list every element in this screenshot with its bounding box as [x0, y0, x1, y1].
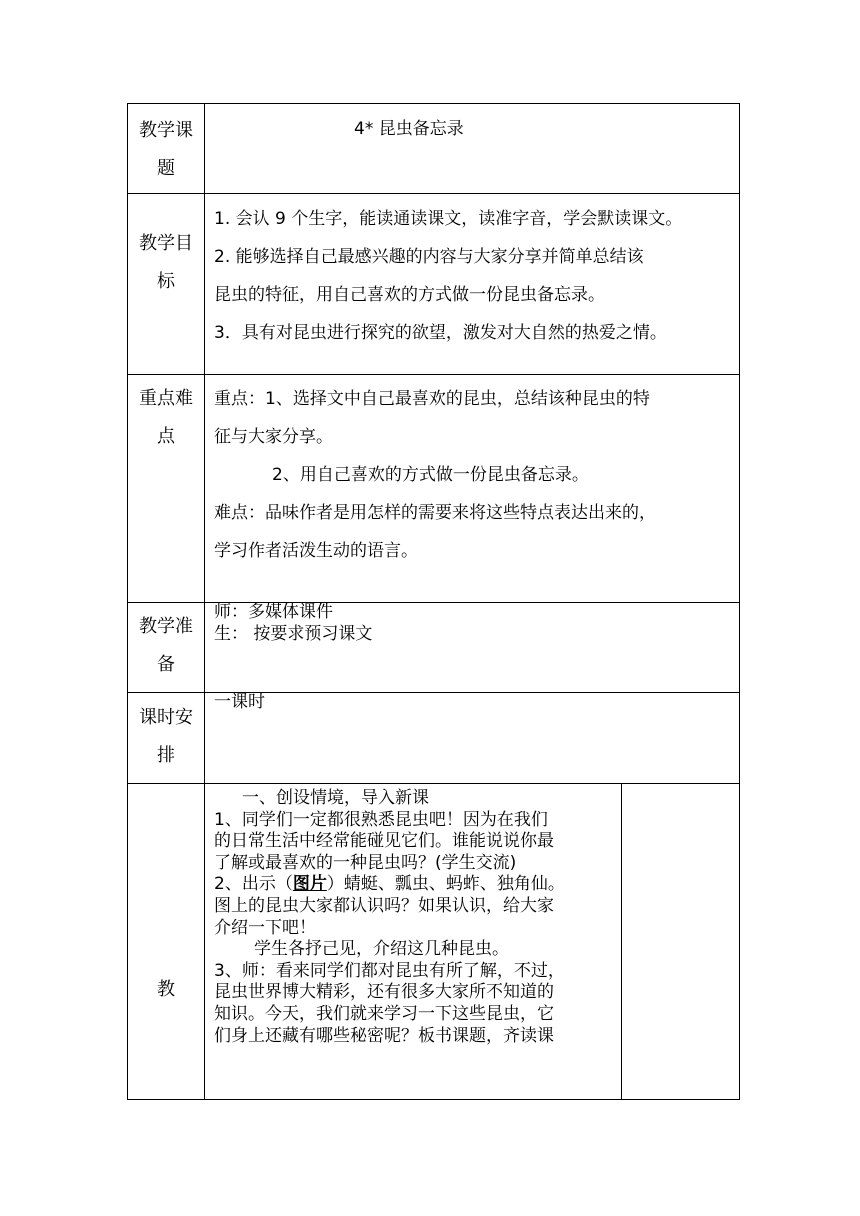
schedule-text: 一课时 [214, 692, 265, 712]
row-label-teaching-goals: 教学目 标 [139, 233, 193, 292]
row-divider-2 [127, 374, 740, 375]
preparation-text: 师：多媒体课件 生： 按要求预习课文 [214, 602, 373, 644]
row-label-lesson-topic: 教学课 题 [139, 120, 193, 179]
picture-link[interactable]: 图片 [292, 874, 327, 895]
process-text: 一、创设情境，导入新课 1、同学们一定都很熟悉昆虫吧！因为在我们 的日常生活中经常能碰见它们。谁能说说你最 了解或最喜欢的一种昆虫吗？(学生交流) 2、出示（图片）蜻蜓、瓢虫、蚂蚱、独角仙。 图上的昆虫大家都认识吗？如果认识，给大家 介绍一下吧！ 学生各抒己见，介绍这几种昆虫。 3、师：看来同学们都对昆虫有所了解，不过， 昆虫世界博大精彩，还有很多大家所不知道的 知识。今天，我们就来学习一下这些昆虫，它 们身上还藏有哪些秘密呢？板书课题，齐读课 [214, 788, 565, 1046]
row-divider-5 [127, 783, 740, 784]
row-label-schedule: 课时安 排 [139, 707, 193, 766]
notes-column-divider [621, 783, 622, 1099]
teaching-goals-text: 1. 会认 9 个生字，能读通读课文，读准字音，学会默读课文。 2. 能够选择自己最感兴趣的内容与大家分享并简单总结该 昆虫的特征，用自己喜欢的方式做一份昆虫备忘录。 3．具有对昆虫进行探究的欲望，激发对大自然的热爱之情。 [214, 209, 683, 343]
row-label-preparation: 教学准 备 [139, 616, 193, 675]
lesson-title: 4* 昆虫备忘录 [354, 119, 464, 139]
label-column-divider [204, 103, 205, 1100]
row-label-process: 教 [157, 979, 175, 1000]
picture-line: 2、出示（图片）蜻蜓、瓢虫、蚂蚱、独角仙。 [214, 874, 565, 895]
table-border-top [127, 103, 740, 104]
table-border-left [127, 103, 128, 1100]
key-points-text: 重点：1、选择文中自己最喜欢的昆虫，总结该种昆虫的特 征与大家分享。 2、用自己喜欢的方式做一份昆虫备忘录。 难点：品味作者是用怎样的需要来将这些特点表达出来的， 学习作者活泼生动的语言。 [214, 389, 656, 561]
row-label-key-points: 重点难 点 [139, 388, 193, 447]
table-border-bottom [127, 1099, 740, 1100]
row-divider-1 [127, 193, 740, 194]
table-border-right [739, 103, 740, 1100]
